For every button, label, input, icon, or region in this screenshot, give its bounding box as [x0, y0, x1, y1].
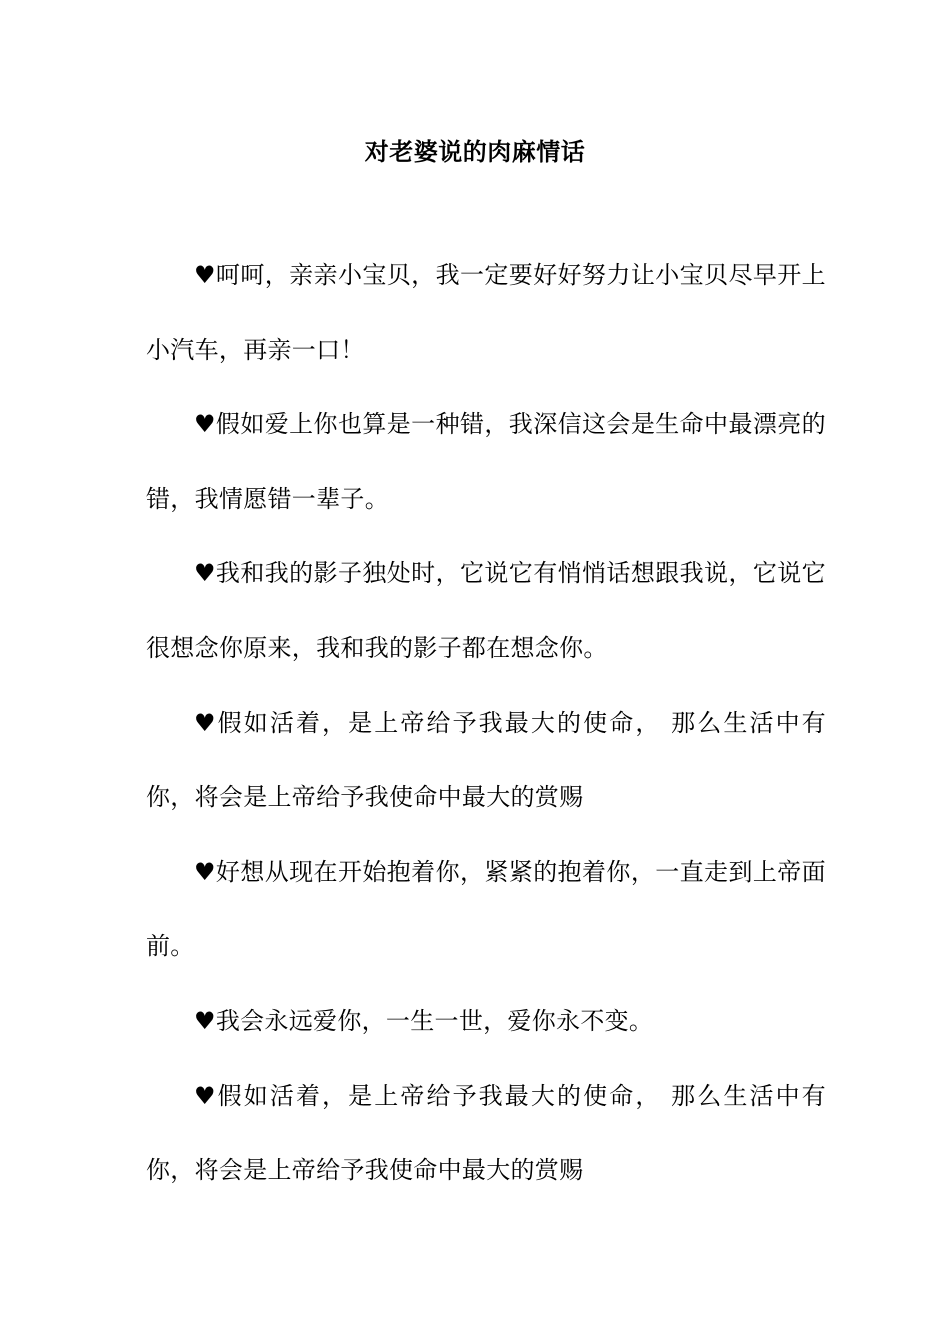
document-body [146, 238, 826, 1208]
paragraph-2: ♥假如爱上你也算是一种错，我深信这会是生命中最漂亮的错，我情愿错一辈子。 [146, 410, 826, 513]
paragraph-1: ♥呵呵，亲亲小宝贝，我一定要好好努力让小宝贝尽早开上小汽车，再亲一口！ [146, 261, 826, 364]
paragraph-5: ♥好想从现在开始抱着你，紧紧的抱着你，一直走到上帝面前。 [146, 857, 826, 961]
document-title: 对老婆说的肉麻情话 [364, 137, 586, 166]
paragraph-7: ♥假如活着，是上帝给予我最大的使命， 那么生活中有你，将会是上帝给予我使命中最大的赏赐 [146, 1081, 826, 1185]
paragraph-3: ♥我和我的影子独处时，它说它有悄悄话想跟我说，它说它很想念你原来，我和我的影子都在想念你。 [146, 559, 826, 662]
paragraph-6: ♥我会永远爱你，一生一世，爱你永不变。 [194, 1006, 654, 1035]
paragraph-4: ♥假如活着，是上帝给予我最大的使命， 那么生活中有你，将会是上帝给予我使命中最大的赏赐 [146, 708, 826, 812]
